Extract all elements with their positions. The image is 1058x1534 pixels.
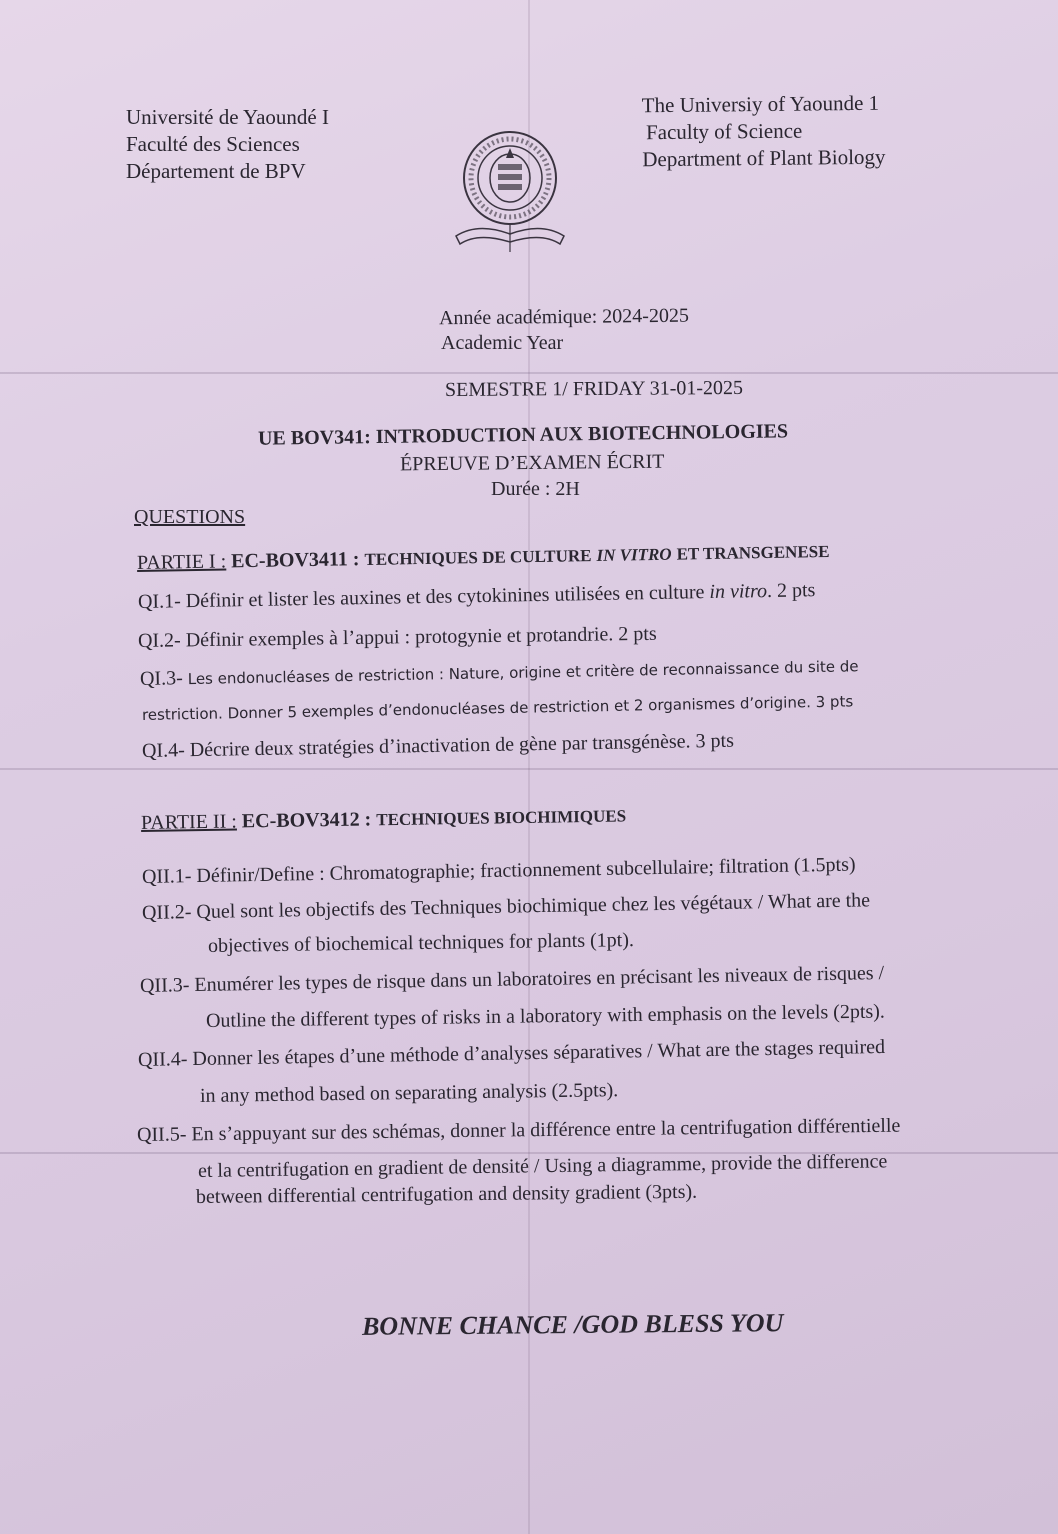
faculty-en: Faculty of Science [645,118,803,145]
header-left [126,104,329,185]
part1-label: PARTIE I : [136,550,227,574]
question-QII-4-line2: in any method based on separating analysis (2.5pts). [199,1079,619,1107]
q1-text: QI.1- Définir et lister les auxines et des cytokinines utilisées en culture [137,581,705,613]
university-en: The Universiy of Yaounde 1 [641,90,880,118]
q3-line1: Les endonucléases de restriction : Nature, origine et critère de reconnaissance du site de [187,657,859,689]
university-fr: Université de Yaoundé I [126,105,329,129]
academic-year-en: Academic Year [441,332,564,354]
part2-heading [141,804,626,835]
question-QI-3-line1 [140,654,859,691]
question-QI-2: QI.2- Définir exemples à l’appui : protogynie et protandrie. 2 pts [137,622,657,652]
exam-duration: Durée : 2H [491,478,580,500]
question-QII-1: QII.1- Définir/Define : Chromatographie; fractionnement subcellulaire; filtration (1.5pts) [141,853,856,888]
department-fr: Département de BPV [126,159,306,183]
q1-points: . 2 pts [766,579,816,603]
closing-message: BONNE CHANCE /GOD BLESS YOU [361,1308,784,1341]
semester-date: SEMESTRE 1/ FRIDAY 31-01-2025 [444,376,744,402]
question-QII-4-line1: QII.4- Donner les étapes d’une méthode d’analyses séparatives / What are the stages required [137,1035,886,1071]
university-seal [448,118,568,271]
part1-title-a: TECHNIQUES DE CULTURE [364,546,592,570]
question-QII-3-line2: Outline the different types of risks in a laboratory with emphasis on the levels (2pts). [205,1000,886,1032]
q3-number: QI.3- [139,667,183,690]
academic-year: Année académique: 2024-2025 [438,304,690,330]
part2-label: PARTIE II : [140,810,237,834]
question-QII-2-line1: QII.2- Quel sont les objectifs des Techniques biochimique chez les végétaux / What are the [141,889,871,924]
part1-code: EC-BOV3411 : [230,548,360,573]
question-QII-5-line3: between differential centrifugation and density gradient (3pts). [195,1180,698,1208]
question-QII-5-line2: et la centrifugation en gradient de densité / Using a diagramme, provide the difference [197,1150,888,1182]
department-en: Department of Plant Biology [642,144,886,172]
question-QI-1 [138,579,816,614]
part1-title-b: ET TRANSGENESE [676,541,830,564]
question-QI-3-line2: restriction. Donner 5 exemples d’endonucléases de restriction et 2 organismes d’origine. 3 pts [141,692,854,724]
course-title [258,420,788,450]
part1-title-italic: IN VITRO [596,544,672,565]
question-QII-2-line2: objectives of biochemical techniques for plants (1pt). [207,929,635,957]
exam-type: ÉPREUVE D’EXAMEN ÉCRIT [399,450,665,476]
course-name: : INTRODUCTION AUX BIOTECHNOLOGIES [363,420,789,449]
header-right [642,90,886,174]
part1-heading [137,540,830,575]
question-QII-5-line1: QII.5- En s’appuyant sur des schémas, donner la différence entre la centrifugation différentielle [136,1114,901,1146]
q1-italic: in vitro [709,580,768,604]
question-QI-4: QI.4- Décrire deux stratégies d’inactivation de gène par transgénèse. 3 pts [141,729,735,762]
course-code: UE BOV341 [257,426,365,450]
questions-heading: QUESTIONS [134,506,246,528]
part2-code: EC-BOV3412 : [241,808,372,833]
question-QII-3-line1: QII.3- Enumérer les types de risque dans un laboratoires en précisant les niveaux de risques / [139,962,885,997]
faculty-fr: Faculté des Sciences [126,132,300,156]
part2-title: TECHNIQUES BIOCHIMIQUES [376,806,627,830]
